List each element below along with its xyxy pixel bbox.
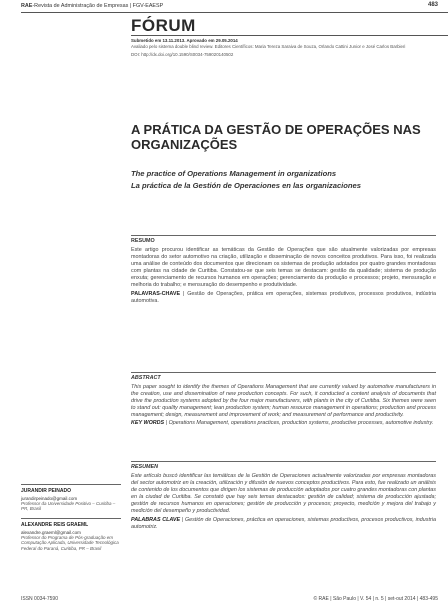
abstract-text: Este artigo procurou identificar as temáticas da Gestão de Operações que são atualmente valorizadas por empresas montadoras do setor automotivo na criação, utilização e disseminação de novos conceitos produtivos. Para isso, foi realizada uma análise de conteúdo dos documentos que direcionam os sistemas de produção adotados por quatro grandes montadoras com plantas na cidade de Curitiba. Constatou-se que seis temas se destacam: gestão da qualidade; sistema de produção enxuta; gerenciamento de recursos humanos em operações; gerenciamento da produção e processos; projeto, mensuração e melhoria do trabalho; e mensuração do desempenho e produtividade.: [131, 247, 436, 289]
abstract-portuguese: [131, 235, 436, 305]
keywords-list: Operations Management, operations practices, production systems, productive processes, automotive industry.: [168, 420, 434, 427]
author-rule: [21, 484, 121, 485]
abstract-text: Este artículo buscó identificar las temáticas de la Gestión de Operaciones actualmente valorizadas por empresas montadoras del sector automotriz en la creación, utilización y difusión de nuevos conceptos productivos. Para esto, fue realizado un análisis de contenido de los documentos que dirigen los sistemas de producción adoptados por cuatro grandes montadoras con plantas en la ciudad de Curitiba. Se constató que hay seis temas destacados: gestión de calidad; sistema de producción ajustada; gestión de recursos humanos en operaciones; gestión de producción y procesos; proyecto, medición y mejora del trabajo y medición del desempeño y productividad.: [131, 473, 436, 515]
abstract-heading: ABSTRACT: [131, 375, 161, 381]
running-header: [0, 0, 448, 14]
abstract-keywords: KEY WORDS | Operations Management, operations practices, production systems, productive processes, automotive industry.: [131, 420, 434, 427]
author-rule: [21, 518, 121, 519]
keywords-list: Gestión de Operaciones, práctica en operaciones, sistemas productivos, procesos productivos, industria automotriz.: [131, 516, 436, 530]
abstract-keywords: PALAVRAS-CHAVE | Gestão de Operações, prática em operações, sistemas produtivos, processos produtivos, indústria automotiva.: [131, 290, 436, 304]
keywords-label: KEY WORDS: [131, 420, 165, 427]
issn: ISSN 0034-7590: [21, 596, 58, 602]
author-name: JURANDIR PEINADO: [21, 488, 72, 494]
author-entry: [21, 484, 121, 512]
author-affiliation: Professor da Universidade Positivo – Curitiba – PR, Brasil: [21, 501, 116, 512]
submission-metadata: [131, 38, 436, 58]
keywords-label: PALAVRAS-CHAVE: [131, 290, 181, 297]
received-date: Submetido em 13.11.2013. Aprovado em 29.05.2014: [131, 38, 238, 43]
author-email[interactable]: jurandirpeinado@gmail.com: [21, 496, 78, 501]
abstract-english: [131, 372, 436, 428]
keywords-label: PALABRAS CLAVE: [131, 516, 181, 523]
article-title-english: The practice of Operations Management in organizations: [131, 169, 337, 178]
author-affiliation: Professor do Programa de Pós-graduação em Computação Aplicada, Universidade Tecnológica Federal do Paraná, Curitiba, PR – Brasil: [21, 534, 119, 551]
abstract-heading: RESUMO: [131, 238, 155, 244]
section-heading: FÓRUM: [131, 16, 196, 35]
page-number: 483: [427, 2, 438, 8]
section-rule: [131, 35, 448, 36]
author-email[interactable]: alexandre.graeml@gmail.com: [21, 529, 81, 535]
abstract-keywords: PALABRAS CLAVE | Gestión de Operaciones, práctica en operaciones, sistemas productivos, procesos productivos, industria automotriz.: [131, 516, 436, 530]
page-footer: [0, 596, 448, 605]
abstract-spanish: [131, 461, 436, 531]
journal-full-name: -Revista de Administração de Empresas | FGV-EAESP: [32, 3, 164, 9]
keywords-list: Gestão de Operações, prática em operações, sistemas produtivos, processos produtivos, indústria automotiva.: [131, 290, 436, 304]
abstract-heading: RESUMEN: [131, 464, 158, 470]
article-title-spanish: La práctica de la Gestión de Operaciones en las organizaciones: [131, 181, 362, 190]
article-title: A PRÁTICA DA GESTÃO DE OPERAÇÕES NAS ORGANIZAÇÕES: [131, 122, 421, 152]
header-rule: [21, 12, 448, 13]
author-entry: [21, 518, 121, 551]
abstract-text: This paper sought to identify the themes of Operations Management that are currently valued by automotive manufacturers in the creation, use and dissemination of new production concepts. For such, it conducted a content analysis of documents that drive the production systems adopted by the four major manufacturers, with plants in the city of Curitiba. Six themes were seen to stand out: quality management; lean production system; human resource management in operations; production and process management; design, measurement and improvement of work; and measurement of performance and productivity.: [131, 384, 436, 419]
journal-abbr: RAE: [21, 3, 33, 9]
author-list: [21, 484, 121, 557]
citation-info: © RAE | São Paulo | V. 54 | n. 5 | set-out 2014 | 483-495: [313, 596, 438, 602]
doi-link[interactable]: DOI: http://dx.doi.org/10.1590/S0034-759020140502: [131, 52, 234, 57]
author-name: ALEXANDRE REIS GRAEML: [21, 521, 89, 528]
journal-name: [21, 3, 163, 9]
review-info: Avaliado pelo sistema double blind review. Editores Científicos: Maria Tereza Saraiva de Souza, Orlando Cattini Junior e José Carlos Barbieri: [131, 44, 406, 49]
